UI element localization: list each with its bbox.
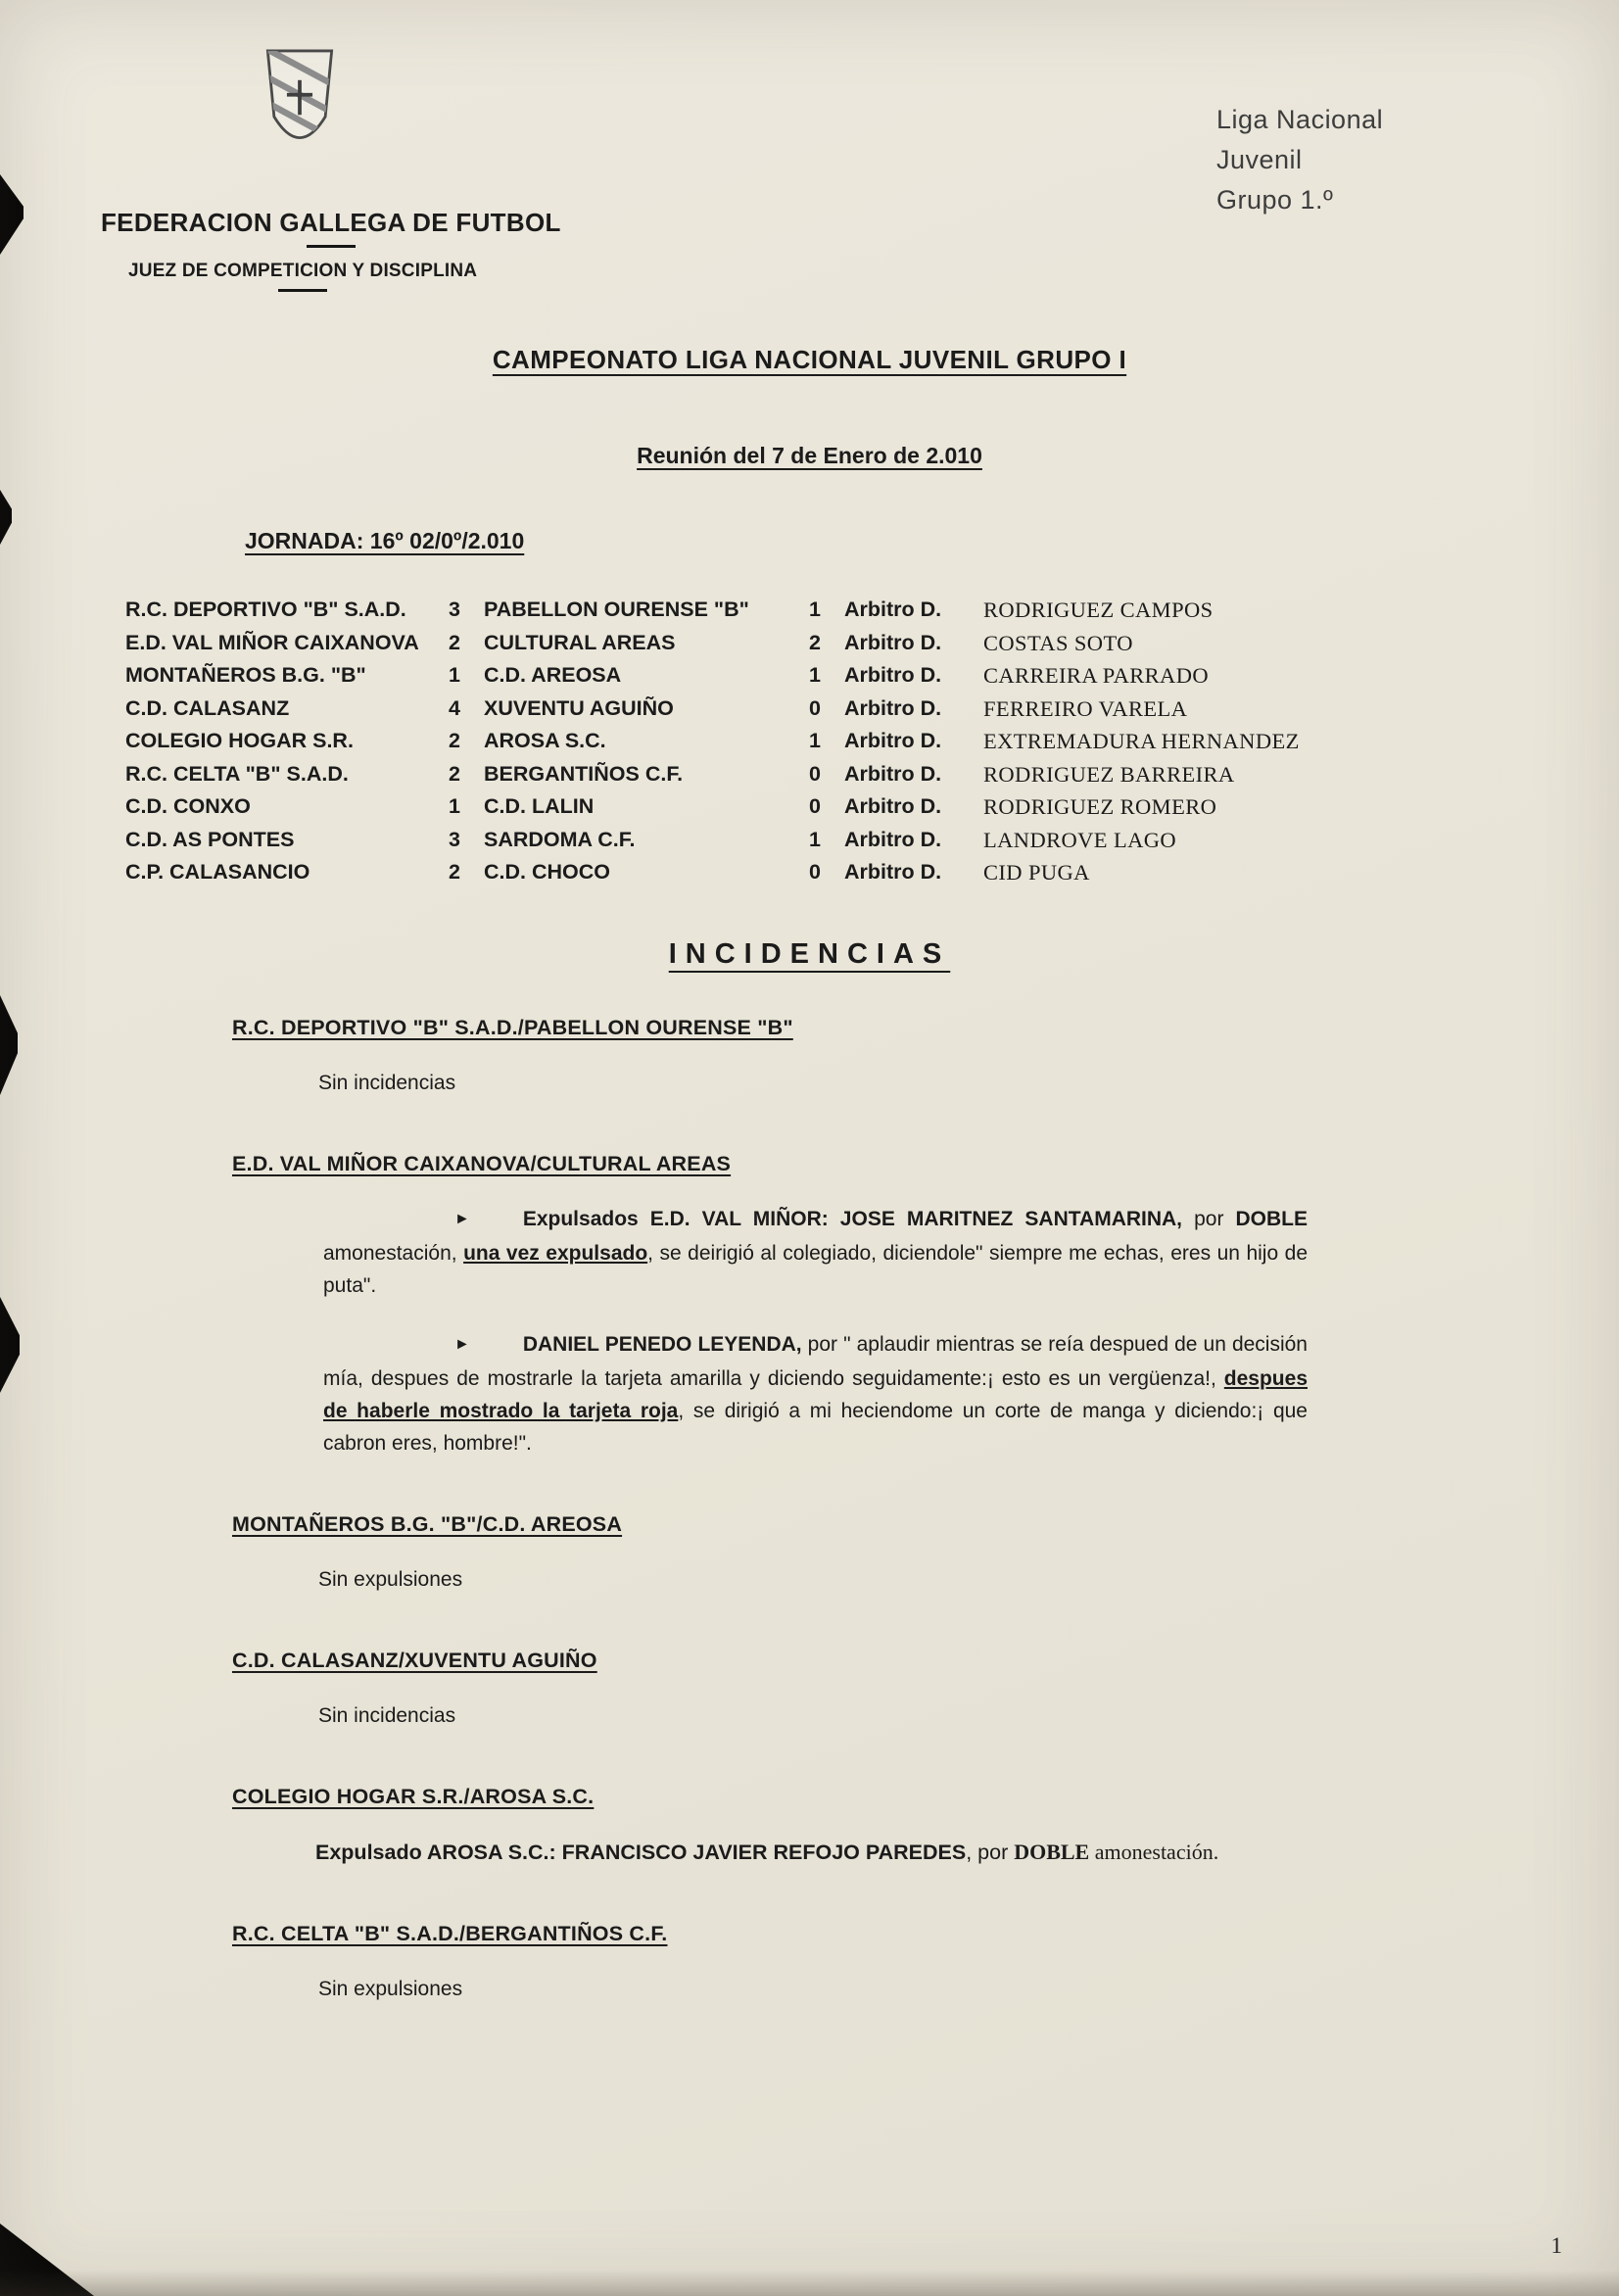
text-segment: amonestación. [1089,1839,1219,1864]
result-home_score: 2 [449,761,460,786]
incident-heading: MONTAÑEROS B.G. "B"/C.D. AREOSA [232,1511,623,1536]
result-away_score: 1 [809,663,821,687]
result-home: C.D. AS PONTES [125,827,295,851]
result-arbitro_label: Arbitro D. [844,729,942,752]
incident-heading: C.D. CALASANZ/XUVENTU AGUIÑO [232,1648,597,1672]
incident-section [232,1785,1308,1869]
league-line: Liga Nacional [1216,105,1384,134]
result-row [125,790,1599,824]
result-arbitro_label: Arbitro D. [844,663,942,687]
result-arbitro_label: Arbitro D. [844,695,942,720]
incident-heading: COLEGIO HOGAR S.R./AROSA S.C. [232,1784,595,1808]
org-title-line [101,208,561,248]
incident-paragraph [318,1067,1308,1099]
league-line: Grupo 1.º [1216,185,1334,215]
scan-artifact [0,174,24,255]
result-away: C.D. AREOSA [484,663,622,687]
result-arbitro_label: Arbitro D. [844,860,942,884]
result-away: SARDOMA C.F. [484,827,636,851]
result-home: COLEGIO HOGAR S.R. [125,729,354,752]
result-row [125,856,1599,889]
result-away_score: 1 [809,827,821,851]
result-away: C.D. CHOCO [484,860,610,884]
result-row [125,725,1599,758]
result-home: C.D. CONXO [125,794,251,818]
document-body [0,345,1619,2005]
incident-section [232,1922,1308,2005]
result-away_score: 0 [809,794,821,818]
result-home_score: 3 [449,827,460,851]
result-away: C.D. LALIN [484,794,595,818]
result-referee: RODRIGUEZ BARREIRA [983,761,1235,787]
org-subtitle-line [128,261,477,292]
text-segment: despues de haberle mostrado la tarjeta roja [323,1366,1308,1422]
result-home_score: 1 [449,663,460,687]
result-away: AROSA S.C. [484,729,606,752]
jornada-heading: JORNADA: 16º 02/0º/2.010 [245,528,525,553]
document-title: CAMPEONATO LIGA NACIONAL JUVENIL GRUPO I [492,345,1127,374]
result-arbitro_label: Arbitro D. [844,827,942,851]
result-home_score: 3 [449,598,460,621]
org-subtitle: JUEZ DE COMPETICION Y DISCIPLINA [128,261,478,281]
text-segment: Sin incidencias [318,1703,456,1727]
pointer-bullet-icon: ► [454,1335,470,1353]
incident-section [232,1512,1308,1596]
result-home_score: 1 [449,794,460,818]
result-away_score: 1 [809,598,821,621]
incidencias-sections [232,1016,1308,2005]
divider [278,289,327,292]
incident-heading: E.D. VAL MIÑOR CAIXANOVA/CULTURAL AREAS [232,1151,732,1175]
result-referee: COSTAS SOTO [983,630,1133,655]
result-home_score: 4 [449,695,460,720]
text-segment: por " aplaudir mientras se reía despued de un decisión mía, despues de mostrarle la tarjeta amarilla y diciendo seguidamente:¡ esto es un vergüenza!, [323,1332,1308,1390]
result-home: R.C. CELTA "B" S.A.D. [125,761,349,786]
text-segment: Expulsados E.D. VAL MIÑOR: JOSE MARITNEZ SANTAMARINA, [522,1207,1183,1230]
result-row [125,693,1599,726]
federation-shield-logo-icon [259,45,341,169]
result-away: XUVENTU AGUIÑO [484,695,674,720]
scan-artifact [0,2224,94,2296]
incidencias-title: INCIDENCIAS [668,937,951,970]
text-segment: , por [966,1840,1015,1864]
incident-paragraph [318,1973,1308,2005]
result-home: R.C. DEPORTIVO "B" S.A.D. [125,598,406,621]
result-home: C.P. CALASANCIO [125,860,310,884]
result-arbitro_label: Arbitro D. [844,598,942,621]
result-row [125,758,1599,791]
result-away_score: 0 [809,761,821,786]
result-home_score: 2 [449,860,460,884]
league-label [1216,100,1383,220]
result-home: C.D. CALASANZ [125,695,290,720]
incident-paragraph [315,1836,1308,1869]
result-referee: LANDROVE LAGO [983,827,1177,852]
divider [307,245,356,248]
result-home_score: 2 [449,729,460,752]
result-referee: EXTREMADURA HERNANDEZ [983,729,1300,753]
result-home: MONTAÑEROS B.G. "B" [125,663,366,687]
result-away_score: 2 [809,630,821,654]
incident-paragraph [318,1563,1308,1596]
text-segment: DOBLE [1014,1839,1090,1864]
result-arbitro_label: Arbitro D. [844,761,942,786]
text-segment: Sin incidencias [318,1071,456,1094]
result-referee: RODRIGUEZ ROMERO [983,794,1217,819]
result-referee: FERREIRO VARELA [983,695,1188,721]
result-referee: CARREIRA PARRADO [983,663,1210,688]
organization-header [101,208,561,292]
result-away: PABELLON OURENSE "B" [484,598,749,621]
text-segment: , se deirigió al colegiado, diciendole" siempre me echas, eres un hijo de puta". [323,1241,1308,1297]
org-title: FEDERACION GALLEGA DE FUTBOL [101,208,561,237]
result-row [125,659,1599,693]
incident-paragraph [323,1328,1308,1459]
text-segment: Sin expulsiones [318,1567,463,1591]
text-segment: , se dirigió a mi heciendome un corte de manga y diciendo:¡ que cabron eres, hombre!". [323,1399,1308,1455]
incident-paragraph [323,1203,1308,1302]
result-away: CULTURAL AREAS [484,630,676,654]
page-number: 1 [1550,2233,1562,2258]
result-home: E.D. VAL MIÑOR CAIXANOVA [125,630,419,654]
text-segment: Sin expulsiones [318,1977,463,2000]
text-segment: amonestación, [323,1241,464,1265]
result-row [125,824,1599,857]
league-line: Juvenil [1216,145,1303,174]
pointer-bullet-icon: ► [454,1210,470,1227]
text-segment: una vez expulsado [463,1241,648,1265]
incident-section [232,1649,1308,1732]
result-away_score: 0 [809,860,821,884]
scan-bottom-shade [0,2271,1619,2296]
results-table [125,594,1599,889]
incident-section [232,1152,1308,1459]
result-row [125,627,1599,660]
incident-paragraph [318,1699,1308,1732]
result-arbitro_label: Arbitro D. [844,794,942,818]
text-segment: DANIEL PENEDO LEYENDA, [522,1332,802,1356]
result-arbitro_label: Arbitro D. [844,630,942,654]
result-away_score: 1 [809,729,821,752]
incident-heading: R.C. DEPORTIVO "B" S.A.D./PABELLON OURENSE "B" [232,1015,793,1039]
result-away: BERGANTIÑOS C.F. [484,761,684,786]
meeting-date: Reunión del 7 de Enero de 2.010 [637,443,982,468]
incident-section [232,1016,1308,1099]
text-segment: Expulsado AROSA S.C.: FRANCISCO JAVIER REFOJO PAREDES [315,1840,967,1864]
result-row [125,594,1599,627]
result-referee: RODRIGUEZ CAMPOS [983,598,1214,622]
incident-heading: R.C. CELTA "B" S.A.D./BERGANTIÑOS C.F. [232,1921,668,1945]
text-segment: DOBLE [1235,1207,1308,1230]
result-referee: CID PUGA [983,860,1090,885]
result-home_score: 2 [449,630,460,654]
result-away_score: 0 [809,695,821,720]
text-segment: por [1182,1207,1236,1230]
